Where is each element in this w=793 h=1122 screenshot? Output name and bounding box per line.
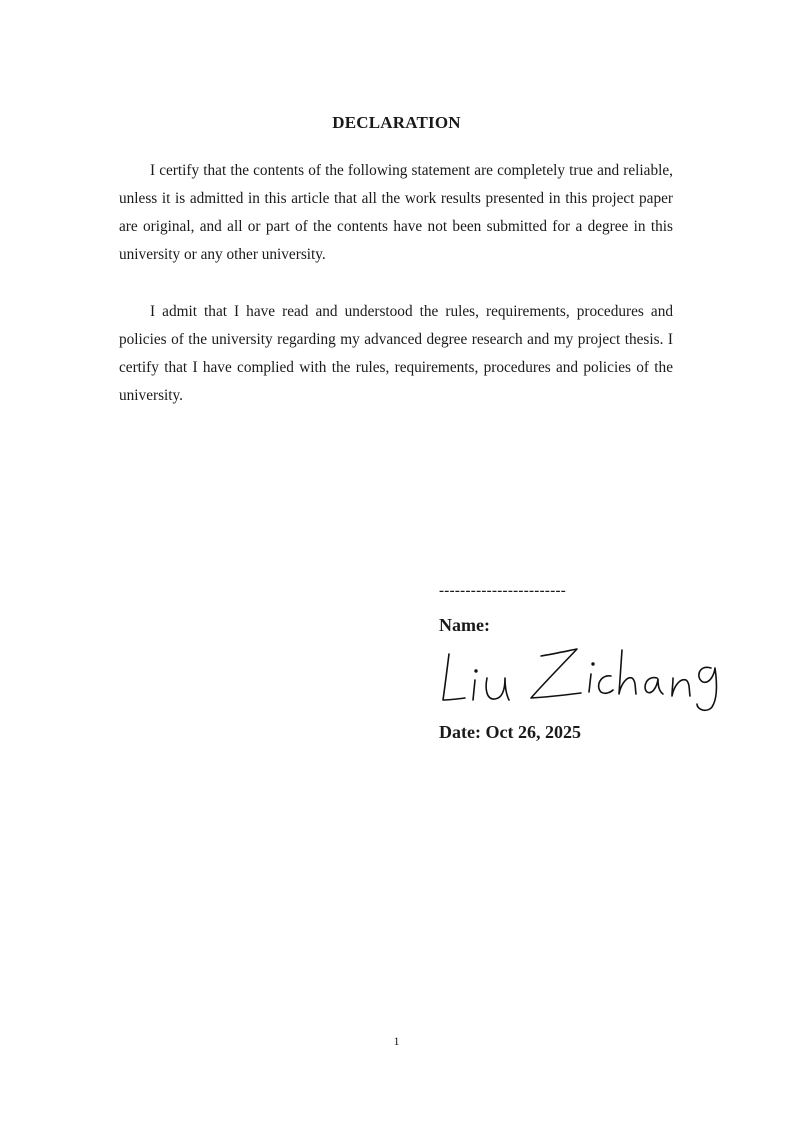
page-number: 1 <box>393 1034 400 1048</box>
date-line: Date: Oct 26, 2025 <box>439 722 581 742</box>
declaration-paragraph-2: I admit that I have read and understood the rules, requirements, procedures and policies of the university regarding my advanced degree research and my project thesis. I certify that I have complied with the rules, requirements, procedures and policies of the university. <box>119 303 673 404</box>
declaration-paragraph-1: I certify that the contents of the following statement are completely true and reliable, unless it is admitted in this article that all the work results presented in this project paper are original, and all or part of the contents have not been submitted for a degree in this university or any other university. <box>119 162 673 263</box>
name-label: Name: <box>439 615 490 635</box>
handwritten-signature <box>435 642 735 720</box>
signature-line: ------------------------ <box>439 583 567 599</box>
page-title: DECLARATION <box>332 113 461 132</box>
